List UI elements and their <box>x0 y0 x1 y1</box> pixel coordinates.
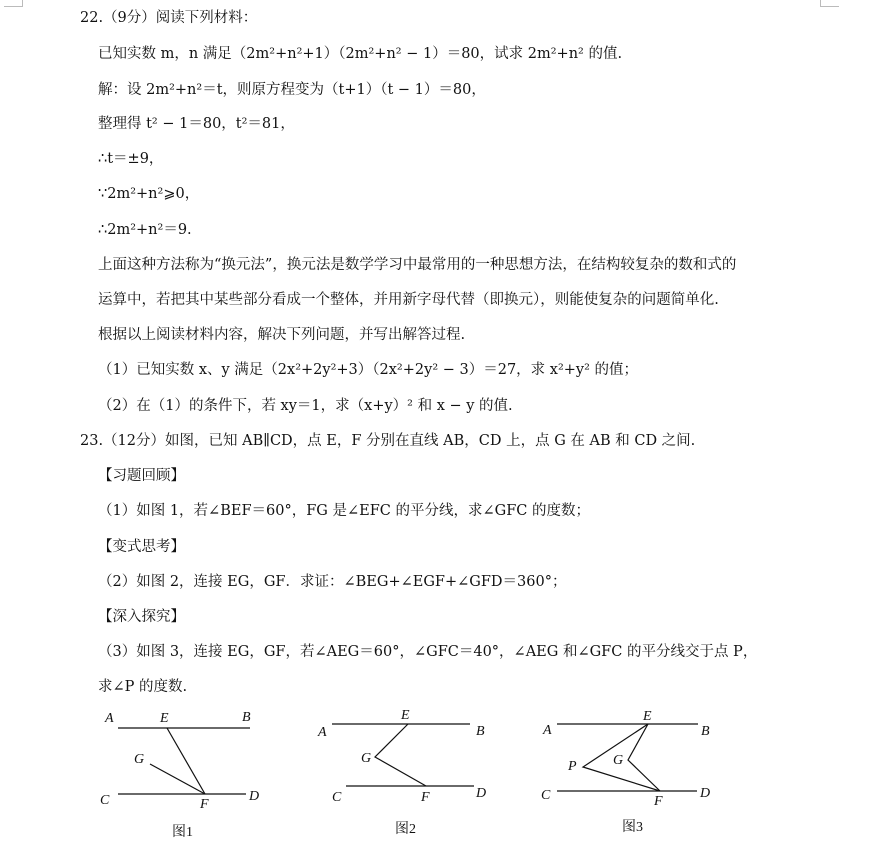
q22-solution-step5: ∴2m²+n²＝9. <box>98 222 192 238</box>
fig2-segments-egf <box>375 724 426 786</box>
q22-instruction: 根据以上阅读材料内容，解决下列问题，并写出解答过程. <box>98 327 466 343</box>
fig2-label-c: C <box>332 790 342 805</box>
fig1-label-e: E <box>160 711 169 726</box>
q23-header: 23.（12分）如图，已知 AB∥CD，点 E，F 分别在直线 AB，CD 上，点 G 在 AB 和 CD 之间. <box>80 433 696 449</box>
fig3-label-f: F <box>654 794 663 809</box>
fig2-label-a: A <box>318 725 327 740</box>
fig2-label-b: B <box>476 724 485 739</box>
fig1-label-f: F <box>200 797 209 812</box>
fig3-label-p: P <box>568 759 577 774</box>
fig2-label-g: G <box>361 751 372 766</box>
q23-section-variant: 【变式思考】 <box>98 539 185 555</box>
q23-part2: （2）如图 2，连接 EG，GF．求证：∠BEG+∠EGF+∠GFD＝360°； <box>98 574 567 590</box>
fig1-label-c: C <box>100 793 110 808</box>
q22-method-desc-1: 上面这种方法称为“换元法”，换元法是数学学习中最常用的一种思想方法，在结构较复杂的数和式的 <box>98 257 737 273</box>
q22-solution-step1: 解：设 2m²+n²＝t，则原方程变为（t+1）（t − 1）＝80， <box>98 82 486 98</box>
q22-part2: （2）在（1）的条件下，若 xy＝1，求（x+y）² 和 x − y 的值. <box>98 398 513 414</box>
fig3-label-d: D <box>700 786 711 801</box>
fig2-label-e: E <box>401 708 410 723</box>
q23-part1: （1）如图 1，若∠BEF＝60°，FG 是∠EFC 的平分线，求∠GFC 的度数； <box>98 503 590 519</box>
q22-given: 已知实数 m，n 满足（2m²+n²+1）（2m²+n² − 1）＝80，试求 2m²+n² 的值. <box>98 46 623 62</box>
fig3-label-a: A <box>543 723 552 738</box>
q22-solution-step3: ∴t＝±9， <box>98 151 164 167</box>
fig1-label-d: D <box>249 789 260 804</box>
fig3-caption: 图3 <box>622 820 643 835</box>
q22-method-desc-2: 运算中，若把其中某些部分看成一个整体，并用新字母代替（即换元），则能使复杂的问题简单化. <box>98 292 719 308</box>
q22-part1: （1）已知实数 x、y 满足（2x²+2y²+3）（2x²+2y² − 3）＝27，求 x²+y² 的值； <box>98 362 639 378</box>
q23-section-explore: 【深入探究】 <box>98 609 185 625</box>
fig3-label-c: C <box>541 788 551 803</box>
fig3-label-g: G <box>613 753 624 768</box>
fig3-label-e: E <box>643 709 652 724</box>
fig1-label-g: G <box>134 752 145 767</box>
fig1-label-a: A <box>105 711 114 726</box>
q23-section-review: 【习题回顾】 <box>98 468 185 484</box>
q23-part3-line1: （3）如图 3，连接 EG，GF，若∠AEG＝60°，∠GFC＝40°，∠AEG 和∠GFC 的平分线交于点 P， <box>98 644 758 660</box>
q23-part3-line2: 求∠P 的度数. <box>98 679 188 695</box>
fig1-label-b: B <box>242 710 251 725</box>
fig2-label-f: F <box>421 790 430 805</box>
q22-header: 22.（9分）阅读下列材料： <box>80 10 258 26</box>
fig1-caption: 图1 <box>172 825 193 840</box>
fig3-label-b: B <box>701 724 710 739</box>
q22-solution-step4: ∵2m²+n²⩾0， <box>98 186 200 202</box>
fig2-label-d: D <box>476 786 487 801</box>
fig2-caption: 图2 <box>395 822 416 837</box>
q22-solution-step2: 整理得 t² − 1＝80，t²＝81， <box>98 116 295 132</box>
